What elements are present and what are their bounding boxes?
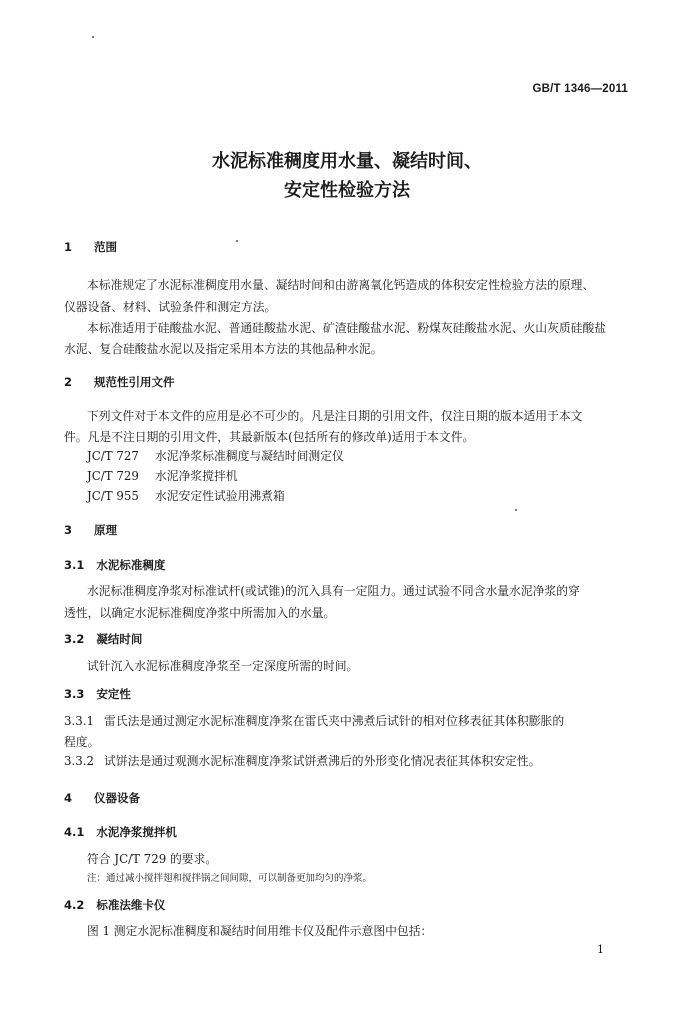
paragraph: 本标准适用于硅酸盐水泥、普通硅酸盐水泥、矿渣硅酸盐水泥、粉煤灰硅酸盐水泥、火山灰质硅酸盐 xyxy=(87,321,607,335)
reference-code: JC/T 729 xyxy=(87,469,139,483)
clause-number: 3.3.2 xyxy=(64,754,95,768)
reference-item xyxy=(87,447,344,464)
reference-title: 水泥安定性试验用沸煮箱 xyxy=(155,489,285,503)
note: 注：通过减小搅拌翅和搅拌锅之间间隙，可以制备更加均匀的净浆。 xyxy=(87,873,373,884)
subsection-number: 3.3 xyxy=(64,687,85,701)
clause-3-3-2 xyxy=(64,752,541,769)
paragraph: 水泥标准稠度净浆对标准试杆(或试锥)的沉入具有一定阻力。通过试验不同含水量水泥净浆的穿 xyxy=(87,584,580,598)
paragraph: 件。凡是不注日期的引用文件，其最新版本(包括所有的修改单)适用于本文件。 xyxy=(64,430,475,444)
reference-title: 水泥净浆搅拌机 xyxy=(155,469,238,483)
subsection-number: 4.2 xyxy=(64,898,85,912)
section-number: 1 xyxy=(64,240,73,254)
paragraph: 符合 JC/T 729 的要求。 xyxy=(87,852,218,866)
paragraph: 透性，以确定水泥标准稠度净浆中所需加入的水量。 xyxy=(64,606,336,620)
section-2-heading xyxy=(64,374,175,390)
page-number: 1 xyxy=(597,943,604,956)
reference-item xyxy=(87,467,238,484)
section-4-heading xyxy=(64,790,140,806)
paragraph: 仪器设备、材料、试验条件和测定方法。 xyxy=(64,300,277,314)
section-title: 范围 xyxy=(94,240,118,254)
clause-number: 3.3.1 xyxy=(64,714,95,728)
document-title-line2: 安定性检验方法 xyxy=(284,180,410,201)
reference-item xyxy=(87,487,285,504)
section-title: 规范性引用文件 xyxy=(94,375,175,389)
clause-text: 雷氏法是通过测定水泥标准稠度净浆在雷氏夹中沸煮后试针的相对位移表征其体积膨胀的 xyxy=(104,714,565,728)
subsection-3-3-heading xyxy=(64,686,131,702)
paragraph: 试针沉入水泥标准稠度净浆至一定深度所需的时间。 xyxy=(87,659,359,673)
subsection-4-1-heading xyxy=(64,824,177,840)
section-title: 仪器设备 xyxy=(94,791,141,805)
subsection-title: 水泥净浆搅拌机 xyxy=(96,825,177,839)
subsection-title: 水泥标准稠度 xyxy=(96,558,166,572)
reference-title: 水泥净浆标准稠度与凝结时间测定仪 xyxy=(155,449,344,463)
subsection-number: 3.2 xyxy=(64,632,85,646)
section-number: 3 xyxy=(64,523,73,537)
section-3-heading xyxy=(64,522,117,538)
scan-speck xyxy=(236,240,238,242)
subsection-title: 标准法维卡仪 xyxy=(96,898,166,912)
section-number: 2 xyxy=(64,375,73,389)
reference-code: JC/T 955 xyxy=(87,489,139,503)
standard-code: GB/T 1346—2011 xyxy=(532,83,628,95)
scan-speck xyxy=(92,36,94,38)
reference-code: JC/T 727 xyxy=(87,449,139,463)
subsection-4-2-heading xyxy=(64,897,165,913)
section-title: 原理 xyxy=(94,523,118,537)
clause-3-3-1 xyxy=(64,712,564,729)
section-number: 4 xyxy=(64,791,73,805)
subsection-3-1-heading xyxy=(64,557,165,573)
subsection-number: 3.1 xyxy=(64,558,85,572)
subsection-title: 凝结时间 xyxy=(96,632,143,646)
scan-speck xyxy=(515,509,517,511)
section-1-heading xyxy=(64,239,117,255)
clause-text: 试饼法是通过观测水泥标准稠度净浆试饼煮沸后的外形变化情况表征其体积安定性。 xyxy=(104,754,541,768)
paragraph: 本标准规定了水泥标准稠度用水量、凝结时间和由游离氧化钙造成的体积安定性检验方法的原理、 xyxy=(87,278,595,292)
subsection-3-2-heading xyxy=(64,631,142,647)
subsection-title: 安定性 xyxy=(96,687,131,701)
paragraph: 图 1 测定水泥标准稠度和凝结时间用维卡仪及配件示意图中包括： xyxy=(87,924,433,938)
document-title-line1: 水泥标准稠度用水量、凝结时间、 xyxy=(212,151,482,172)
paragraph: 下列文件对于本文件的应用是必不可少的。凡是注日期的引用文件，仅注日期的版本适用于本文 xyxy=(87,409,583,423)
paragraph: 水泥、复合硅酸盐水泥以及指定采用本方法的其他品种水泥。 xyxy=(64,342,383,356)
paragraph: 程度。 xyxy=(64,735,100,749)
subsection-number: 4.1 xyxy=(64,825,85,839)
